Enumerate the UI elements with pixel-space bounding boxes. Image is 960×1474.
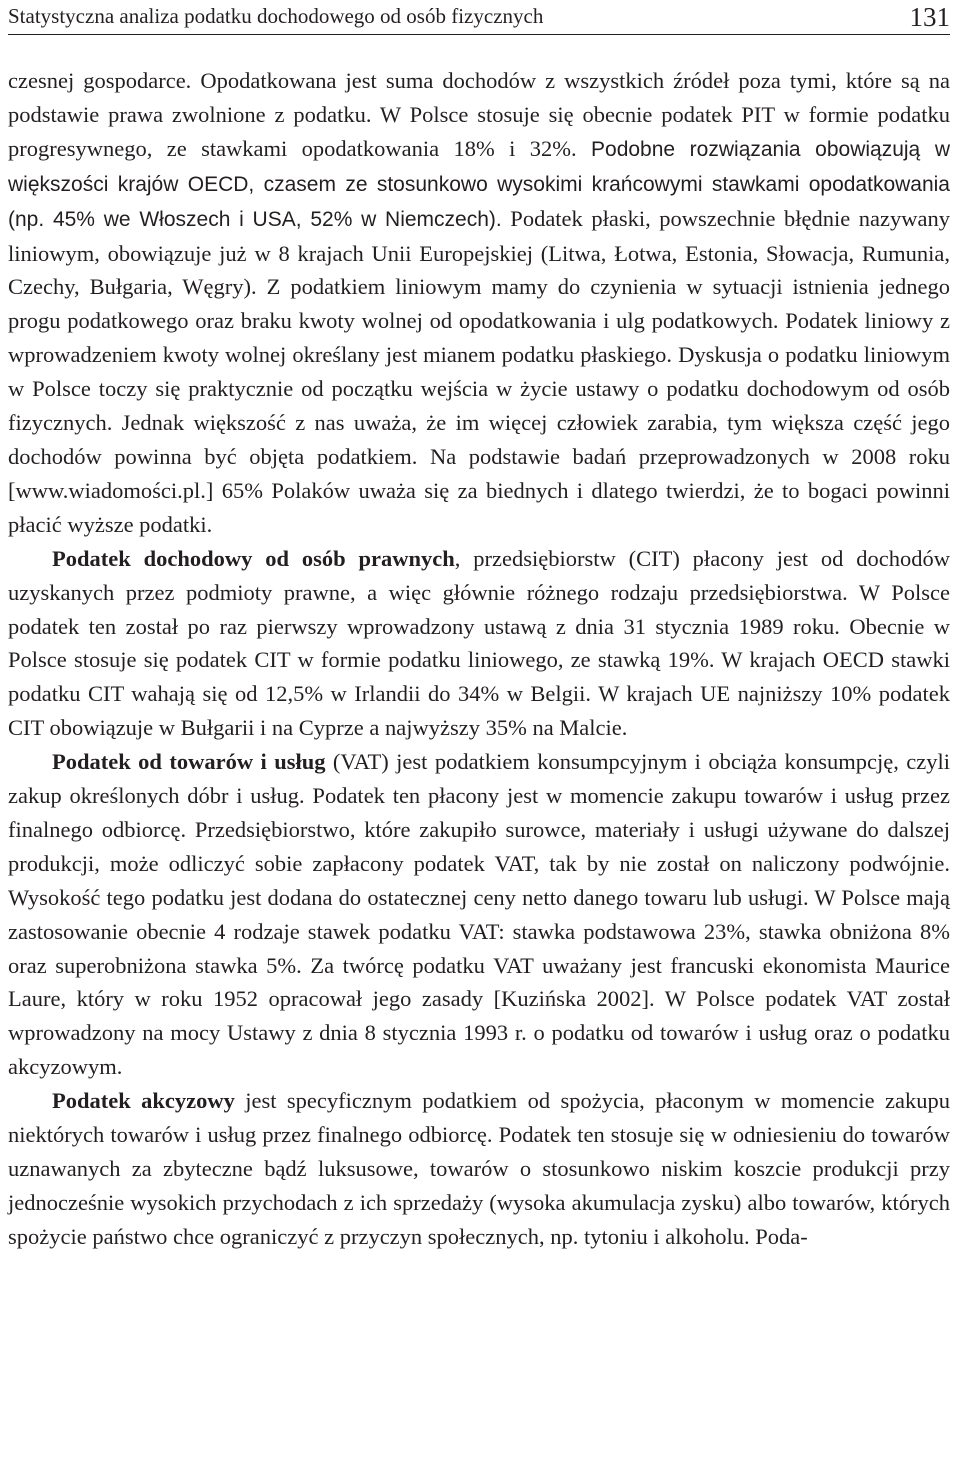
running-header: [8, 0, 950, 35]
page-number: 131: [909, 2, 950, 32]
paragraph-lead-term: Podatek dochodowy od osób prawnych: [52, 545, 455, 571]
paragraph-lead-term: Podatek akcyzowy: [52, 1088, 235, 1114]
paragraph-lead-term: Podatek od towarów i usług: [52, 749, 326, 775]
paragraph-text-sans: Podobne rozwiązania obowiązują w większości krajów OECD, czasem ze stosunkowo wysokimi krańcowymi stawkami opodatkowania (np. 45% we Włoszech i USA, 52% w Niemczech).: [8, 137, 950, 231]
paragraph-text: (VAT) jest podatkiem konsumpcyjnym i obciąża konsumpcję, czyli zakup określonych dóbr i usług. Podatek ten płacony jest w momencie zakupu towarów i usług przez finalnego odbiorcę. Przedsiębiorstwo, które zakupiło surowce, materiały i usługi używane do dalszej produkcji, może odliczyć sobie zapłacony podatek VAT, tak by nie został on naliczony podwójnie. Wysokość tego podatku jest dodana do ostatecznej ceny netto danego towaru lub usługi. W Polsce mają zastosowanie obecnie 4 rodzaje stawek podatku VAT: stawka podstawowa 23%, stawka obniżona 8% oraz superobniżona stawka 5%. Za twórcę podatku VAT uważany jest francuski ekonomista Maurice Laure, który w roku 1952 opracował jego zasady [Kuzińska 2002]. W Polsce podatek VAT został wprowadzony na mocy Ustawy z dnia 8 stycznia 1993 r. o podatku od towarów i usług oraz o podatku akcyzowym.: [8, 749, 950, 1080]
body-text: [8, 64, 950, 1254]
paragraph-vat: [8, 745, 950, 1084]
paragraph-pit-continued: [8, 64, 950, 542]
paragraph-text: jest specyficznym podatkiem od spożycia, płaconym w momencie zakupu niektórych towarów i usług przez finalnego odbiorcę. Podatek ten stosuje się w odniesieniu do towarów uznawanych za zbyteczne bądź luksusowe, towarów o stosunkowo niskim koszcie produkcji przy jednocześnie wysokich przychodach z ich sprzedaży (wysoka akumulacja zysku) albo towarów, których spożycie państwo chce ograniczyć z przyczyn społecznych, np. tytoniu i alkoholu. Poda-: [8, 1088, 950, 1249]
running-title: Statystyczna analiza podatku dochodowego od osób fizycznych: [8, 4, 544, 28]
paragraph-excise: [8, 1084, 950, 1254]
paragraph-text: , przedsiębiorstw (CIT) płacony jest od dochodów uzyskanych przez podmioty prawne, a więc głównie różnego rodzaju przedsiębiorstwa. W Polsce podatek ten został po raz pierwszy wprowadzony ustawą z dnia 31 stycznia 1989 roku. Obecnie w Polsce stosuje się podatek CIT w formie podatku liniowego, ze stawką 19%. W krajach OECD stawki podatku CIT wahają się od 12,5% w Irlandii do 34% w Belgii. W krajach UE najniższy 10% podatek CIT obowiązuje w Bułgarii i na Cyprze a najwyższy 35% na Malcie.: [8, 545, 950, 741]
paragraph-cit: [8, 542, 950, 745]
paragraph-text: czesnej gospodarce. Opodatkowana jest suma dochodów z wszystkich źródeł poza tymi, które są na podstawie prawa zwolnione z podatku. W Polsce stosuje się obecnie podatek PIT w formie podatku progresywnego, ze stawkami opodatkowania 18% i 32%.: [8, 68, 950, 161]
paragraph-text: Podatek płaski, powszechnie błędnie nazywany liniowym, obowiązuje już w 8 krajach Unii Europejskiej (Litwa, Łotwa, Estonia, Słowacja, Rumunia, Czechy, Bułgaria, Węgry). Z podatkiem liniowym mamy do czynienia w sytuacji istnienia jednego progu podatkowego oraz braku kwoty wolnej od opodatkowania i ulg podatkowych. Podatek liniowy z wprowadzeniem kwoty wolnej określany jest mianem podatku płaskiego. Dyskusja o podatku liniowym w Polsce toczy się praktycznie od początku wejścia w życie ustawy o podatku dochodowym od osób fizycznych. Jednak większość z nas uważa, że im więcej człowiek zarabia, tym większa część jego dochodów powinna być objęta podatkiem. Na podstawie badań przeprowadzonych w 2008 roku [www.wiadomości.pl.] 65% Polaków uważa się za biednych i dlatego twierdzi, że to bogaci powinni płacić wyższe podatki.: [8, 205, 951, 537]
